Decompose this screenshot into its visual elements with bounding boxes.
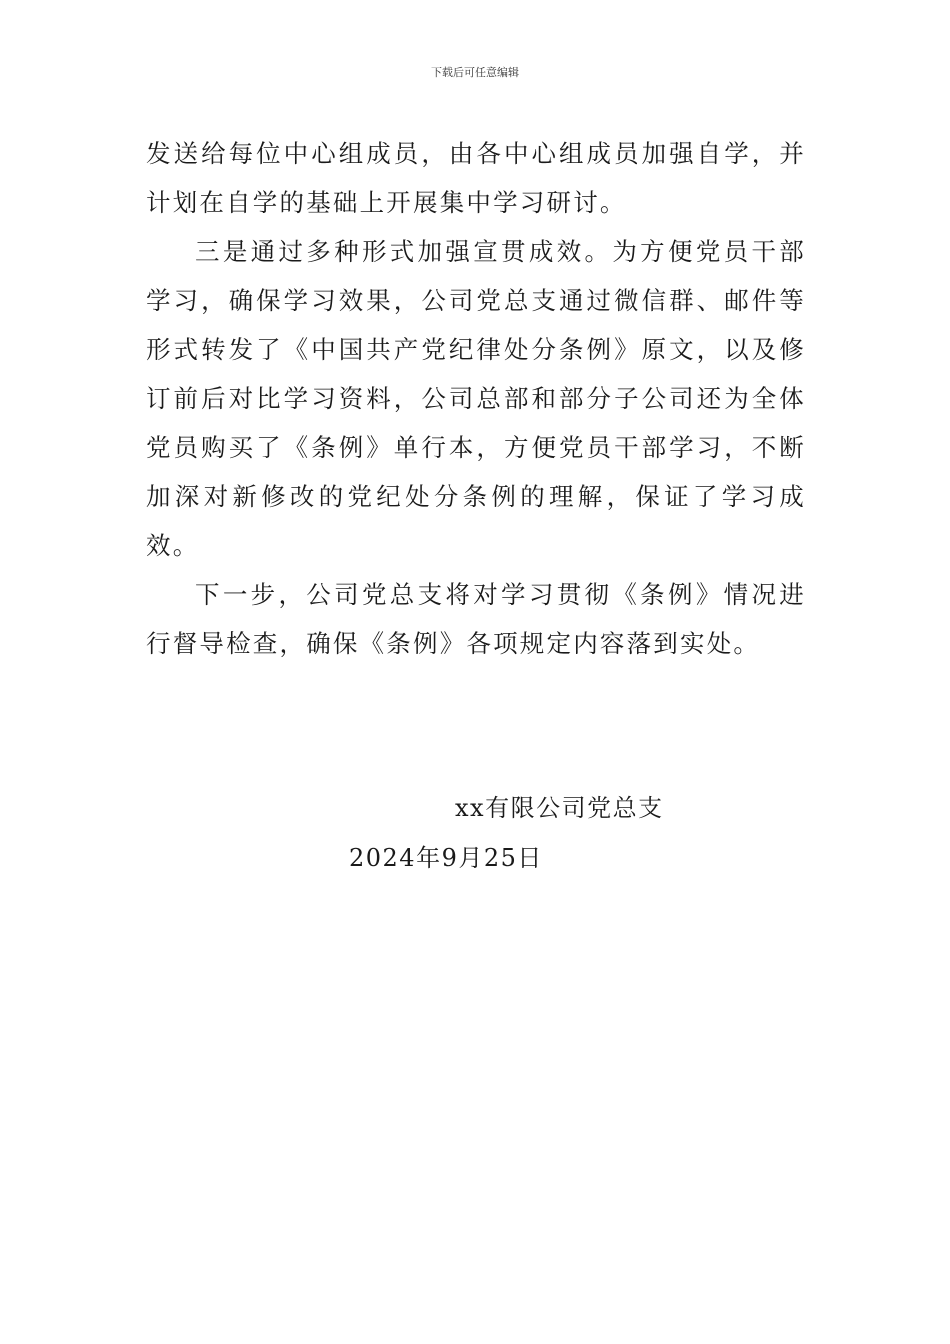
page-header-note: 下载后可任意编辑 bbox=[431, 66, 519, 79]
document-body bbox=[146, 129, 806, 668]
paragraph-next-step: 下一步，公司党总支将对学习贯彻《条例》情况进行督导检查，确保《条例》各项规定内容落到实处。 bbox=[146, 580, 806, 658]
signature-date: 2024年9月25日 bbox=[349, 844, 543, 872]
paragraph-continuation: 发送给每位中心组成员，由各中心组成员加强自学，并计划在自学的基础上开展集中学习研讨。 bbox=[146, 139, 806, 217]
paragraph-publicity: 三是通过多种形式加强宣贯成效。为方便党员干部学习，确保学习效果，公司党总支通过微信群、邮件等形式转发了《中国共产党纪律处分条例》原文，以及修订前后对比学习资料，公司总部和部分子公司还为全体党员购买了《条例》单行本，方便党员干部学习，不断加深对新修改的党纪处分条例的理解，保证了学习成效。 bbox=[146, 237, 806, 560]
signature-organization: xx有限公司党总支 bbox=[455, 794, 664, 822]
